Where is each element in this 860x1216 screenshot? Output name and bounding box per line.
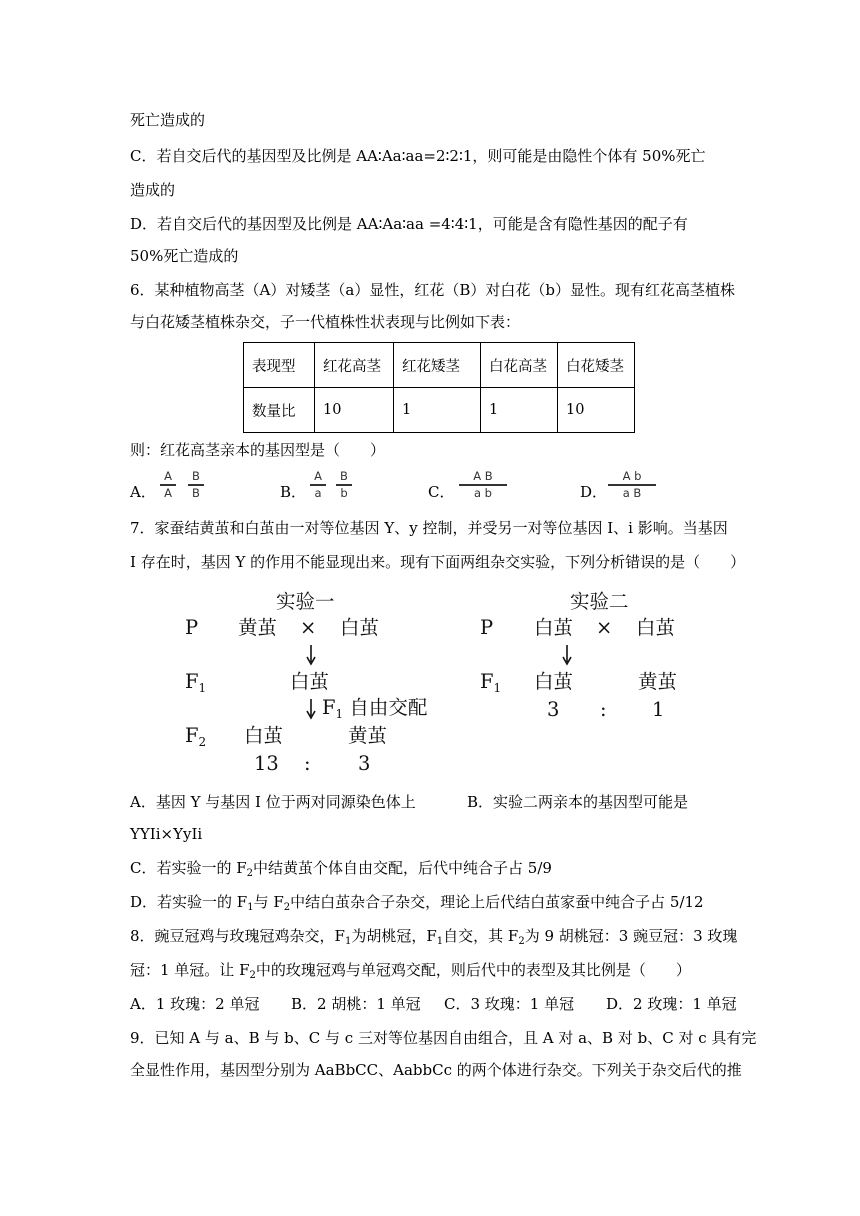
allele-top: A b: [622, 469, 642, 483]
table-header-row: [244, 343, 635, 388]
question-9-line1: 9．已知 A 与 a、B 与 b、C 与 c 三对等位基因自由组合，且 A 对 a、B 对 b、C 对 c 具有完: [130, 1029, 757, 1047]
option-7b-line2: YYIi×YyIi: [130, 825, 203, 843]
question-7-line1: 7．家蚕结黄茧和白茧由一对等位基因 Y、y 控制，并受另一对等位基因 I、i 影响。当基因: [130, 519, 728, 537]
experiment-1-title: 实验一: [276, 590, 335, 613]
allele-top: A: [314, 469, 322, 483]
option-5c-line2: 造成的: [130, 181, 176, 199]
question-9-line2: 全显性作用，基因型分别为 AaBbCC、AabbCc 的两个体进行杂交。下列关于杂交后代的推: [130, 1061, 742, 1079]
question-6-line1: 6．某种植物高茎（A）对矮茎（a）显性，红花（B）对白花（b）显性。现有红花高茎植株: [130, 281, 735, 299]
option-label: B．: [280, 483, 307, 501]
e1-f2-phenotype-2: 黄茧: [348, 724, 388, 747]
cross-symbol: ×: [300, 616, 317, 639]
generation-f2-label: $F_2$: [185, 724, 207, 749]
generation-f1-label: $F_1$: [480, 670, 502, 695]
generation-p-label: P: [185, 616, 199, 639]
table-cell: 红花高茎: [315, 343, 394, 388]
table-cell: 10: [315, 388, 394, 433]
option-7a: A．基因 Y 与基因 I 位于两对同源染色体上: [130, 793, 416, 811]
allele-bottom: B: [192, 486, 200, 500]
allele-top: B: [340, 469, 348, 483]
option-7d: D．若实验一的 $F_1$与 $F_2$中结白茧杂合子杂交，理论上后代结白茧家蚕中纯合子占 5/12: [130, 893, 704, 913]
phenotype-table: [243, 342, 635, 433]
option-label: C．: [428, 483, 455, 501]
table-cell: 10: [558, 388, 635, 433]
e2-ratio-1: 3: [547, 698, 560, 721]
table-cell: 白花高茎: [481, 343, 558, 388]
allele-bottom: A: [164, 486, 172, 500]
e1-parent-1: 黄茧: [238, 616, 278, 639]
option-label: D．: [580, 483, 608, 501]
question-6-prompt: 则：红花高茎亲本的基因型是（ ）: [130, 441, 386, 459]
allele-bottom: b: [340, 486, 348, 500]
text-line: 死亡造成的: [130, 111, 206, 129]
experiment-2-title: 实验二: [570, 590, 629, 613]
e1-mating-note: $F_1$ 自由交配: [322, 696, 428, 721]
allele-bottom: a b: [473, 486, 492, 500]
option-6d: [580, 470, 680, 500]
option-7b-line1: B．实验二两亲本的基因型可能是: [467, 793, 689, 811]
e1-parent-2: 白茧: [340, 616, 380, 639]
table-cell: 1: [394, 388, 481, 433]
option-8d: D．2 玫瑰：1 单冠: [606, 995, 737, 1013]
down-arrow-icon: [304, 698, 318, 720]
question-7-line2: I 存在时，基因 Y 的作用不能显现出来。现有下面两组杂交实验，下列分析错误的是（ ）: [130, 553, 746, 571]
e2-ratio-2: 1: [652, 698, 665, 721]
option-label: A．: [130, 483, 156, 501]
table-cell: 红花矮茎: [394, 343, 481, 388]
option-6a: [130, 470, 220, 500]
e2-f1-phenotype-1: 白茧: [534, 670, 574, 693]
option-6b: [280, 470, 370, 500]
ratio-colon: :: [600, 698, 607, 721]
question-8-line1: 8．豌豆冠鸡与玫瑰冠鸡杂交，$F_1$为胡桃冠，$F_1$自交，其 $F_2$为 9 胡桃冠：3 豌豆冠：3 玫瑰: [130, 927, 738, 947]
option-8a: A．1 玫瑰：2 单冠: [130, 995, 260, 1013]
e1-ratio-1: 13: [254, 752, 279, 775]
table-cell: 表现型: [244, 343, 315, 388]
allele-bottom: a: [314, 486, 322, 500]
option-8b: B．2 胡桃：1 单冠: [291, 995, 421, 1013]
allele-bottom: a B: [622, 486, 642, 500]
down-arrow-icon: [560, 644, 574, 666]
table-cell: 1: [481, 388, 558, 433]
option-5d-line2: 50%死亡造成的: [130, 247, 239, 265]
allele-top: A: [164, 469, 172, 483]
ratio-colon: :: [304, 752, 311, 775]
allele-top: B: [192, 469, 200, 483]
option-8c: C．3 玫瑰：1 单冠: [444, 995, 575, 1013]
cross-symbol: ×: [596, 616, 613, 639]
e1-f2-phenotype-1: 白茧: [244, 724, 284, 747]
option-5c-line1: C．若自交后代的基因型及比例是 AA∶Aa∶aa=2∶2∶1，则可能是由隐性个体有 50%死亡: [130, 147, 706, 165]
question-8-line2: 冠：1 单冠。让 $F_2$中的玫瑰冠鸡与单冠鸡交配，则后代中的表型及其比例是（ ）: [130, 961, 691, 981]
cross-diagram: [180, 588, 720, 783]
table-row: [244, 388, 635, 433]
table-cell: 数量比: [244, 388, 315, 433]
option-5d-line1: D．若自交后代的基因型及比例是 AA∶Aa∶aa =4∶4∶1，可能是含有隐性基因的配子有: [130, 215, 688, 233]
option-7c: C．若实验一的 $F_2$中结黄茧个体自由交配，后代中纯合子占 5/9: [130, 859, 552, 879]
e2-parent-2: 白茧: [636, 616, 676, 639]
generation-f1-label: $F_1$: [185, 670, 207, 695]
question-6-line2: 与白花矮茎植株杂交，子一代植株性状表现与比例如下表：: [130, 313, 521, 331]
allele-top: A B: [473, 469, 493, 483]
e2-parent-1: 白茧: [534, 616, 574, 639]
option-6c: [428, 470, 528, 500]
table-cell: 白花矮茎: [558, 343, 635, 388]
down-arrow-icon: [304, 644, 318, 666]
e1-f1-phenotype: 白茧: [290, 670, 330, 693]
e1-ratio-2: 3: [358, 752, 371, 775]
e2-f1-phenotype-2: 黄茧: [638, 670, 678, 693]
generation-p-label: P: [480, 616, 494, 639]
